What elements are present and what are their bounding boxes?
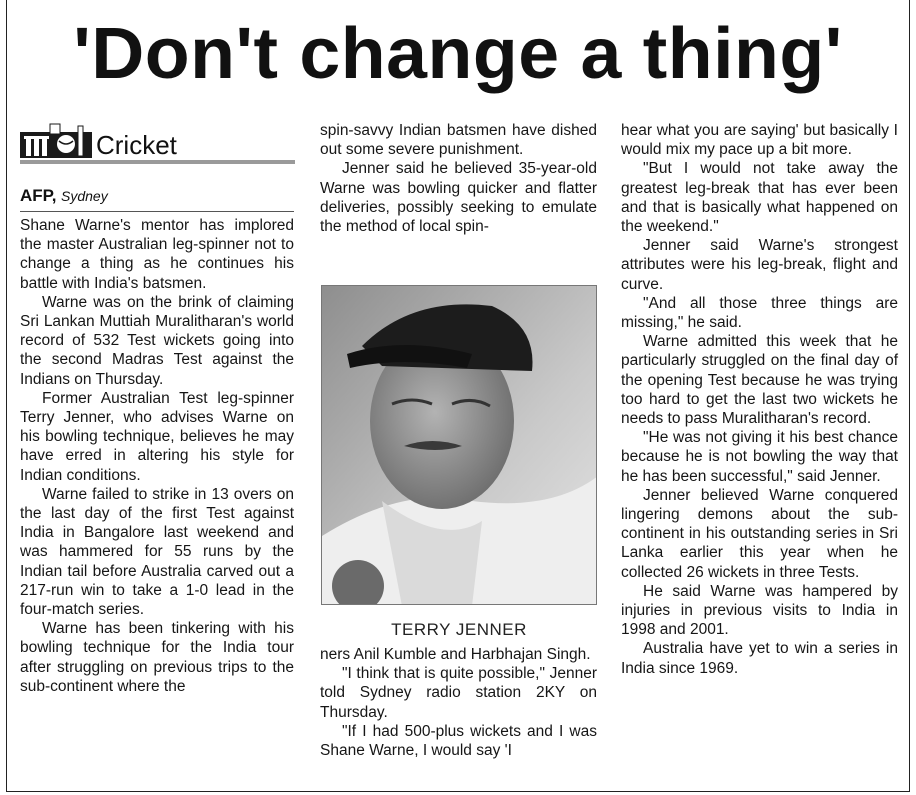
paragraph: "He was not giving it his best chance because he is not bowling the way that he has been successful," said Jenner.	[621, 429, 898, 485]
byline-agency: AFP,	[20, 186, 57, 205]
article-column-3	[621, 121, 898, 678]
article-column-2-bottom	[320, 645, 597, 760]
photo-caption: TERRY JENNER	[391, 620, 527, 639]
paragraph: Former Australian Test leg-spinner Terry Jenner, who advises Warne on his bowling technique, believes he may have erred in altering his style for Indian conditions.	[20, 389, 294, 484]
person-photo-image	[322, 286, 597, 605]
article-column-2-top	[320, 121, 597, 236]
cricket-logo-icon	[20, 122, 92, 158]
paragraph: hear what you are saying' but basically I would mix my pace up a bit more.	[621, 122, 898, 159]
byline-place: Sydney	[61, 188, 108, 204]
person-photo	[321, 285, 597, 605]
byline	[20, 186, 108, 206]
paragraph: Jenner believed Warne conquered lingering demons about the sub-continent in his outstanding series in Sri Lanka earlier this year when he collected 26 wickets in three Tests.	[621, 486, 898, 581]
paragraph: "But I would not take away the greatest leg-break that has ever been and that is basically what happened on the weekend."	[621, 160, 898, 236]
paragraph: Jenner said he believed 35-year-old Warne was bowling quicker and flatter deliveries, possibly seeking to emulate the method of local spin-	[320, 160, 597, 236]
section-rule	[20, 160, 295, 164]
section-kicker	[20, 120, 295, 164]
paragraph: Shane Warne's mentor has implored the master Australian leg-spinner not to change a thing as he continues his battle with India's batsmen.	[20, 217, 294, 292]
paragraph: spin-savvy Indian batsmen have dished out some severe punishment.	[320, 122, 597, 159]
byline-rule	[20, 211, 294, 212]
paragraph: Australia have yet to win a series in India since 1969.	[621, 640, 898, 677]
paragraph: Jenner said Warne's strongest attributes were his leg-break, flight and curve.	[621, 237, 898, 293]
section-label: Cricket	[96, 130, 177, 160]
paragraph: Warne was on the brink of claiming Sri Lankan Muttiah Muralitharan's world record of 532 Test wickets going into the second Madras Test against the Indians on Thursday.	[20, 293, 294, 388]
headline: 'Don't change a thing'	[73, 14, 843, 94]
paragraph: Warne has been tinkering with his bowling technique for the India tour after struggling on previous trips to the sub-continent where the	[20, 620, 294, 695]
paragraph: Warne admitted this week that he particularly struggled on the final day of the opening Test because he was trying too hard to get the last two wickets he needs to pass Muralitharan's record.	[621, 333, 898, 428]
paragraph: "And all those three things are missing," he said.	[621, 294, 898, 332]
paragraph: "If I had 500-plus wickets and I was Shane Warne, I would say 'I	[320, 722, 597, 760]
article-column-1	[20, 216, 294, 696]
paragraph: "I think that is quite possible," Jenner told Sydney radio station 2KY on Thursday.	[320, 665, 597, 721]
paragraph: He said Warne was hampered by injuries in previous visits to India in 1998 and 2001.	[621, 582, 898, 639]
paragraph: ners Anil Kumble and Harbhajan Singh.	[320, 646, 591, 663]
paragraph: Warne failed to strike in 13 overs on the last day of the first Test against India in Bangalore last weekend and was hammered for 55 runs by the Indian tail before Australia carved out a 217-run win to take a 1-0 lead in the four-match series.	[20, 485, 294, 619]
